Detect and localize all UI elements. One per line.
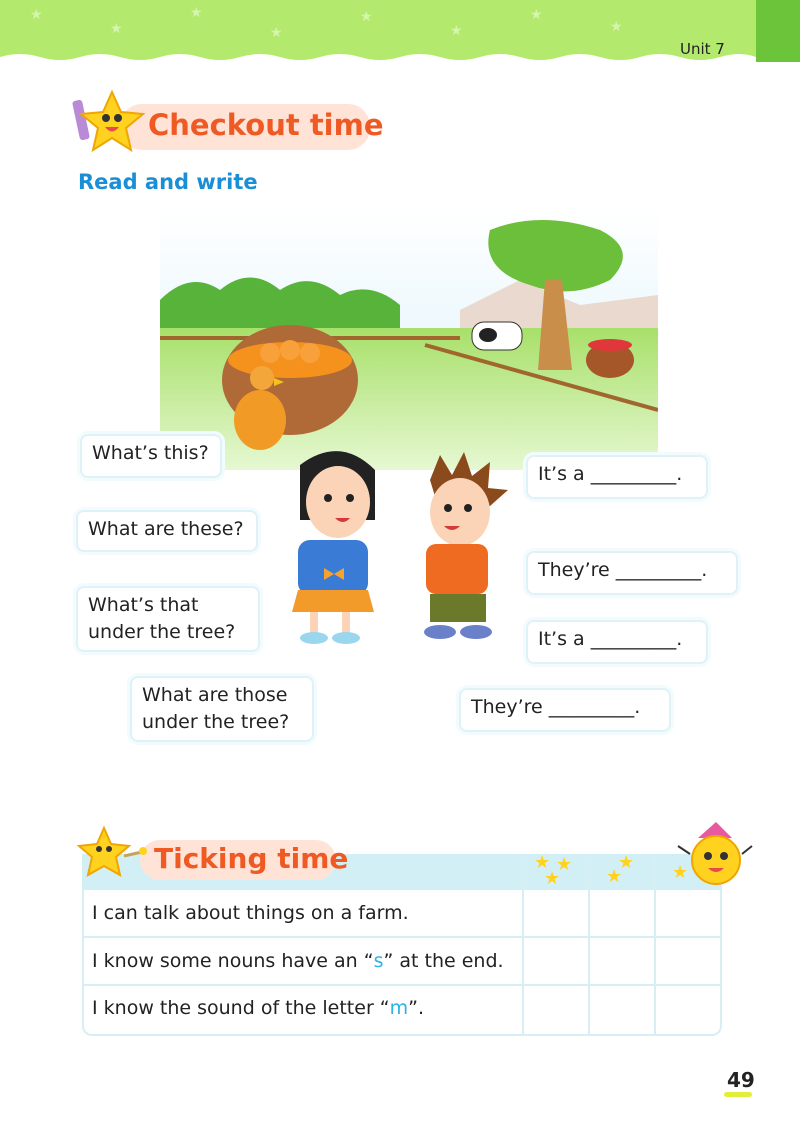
- star-icon: ★: [360, 9, 373, 25]
- star-icon: ★: [672, 862, 689, 883]
- star-icon: ★: [110, 21, 123, 37]
- ticking-statement: I know the sound of the letter “m”.: [92, 997, 425, 1019]
- ticking-row: [82, 892, 722, 939]
- answer-text: It’s a _________.: [538, 463, 683, 485]
- rating-column-2: [604, 852, 648, 890]
- checkout-title: Checkout time: [148, 108, 384, 142]
- star-icon: ★: [534, 852, 551, 873]
- page-number: 49: [727, 1068, 755, 1092]
- ticking-statement: I know some nouns have an “s” at the end.: [92, 950, 504, 972]
- question-text: What are these?: [88, 518, 244, 540]
- star-icon: ★: [30, 7, 43, 23]
- answer-bubble: [526, 551, 738, 595]
- answer-text: It’s a _________.: [538, 628, 683, 650]
- star-icon: ★: [270, 25, 283, 41]
- rating-column-3: [532, 852, 584, 890]
- question-text: What’s this?: [92, 442, 209, 464]
- answer-bubble: [459, 688, 671, 732]
- star-icon: ★: [556, 854, 573, 875]
- question-bubble: [76, 510, 258, 552]
- star-wand-icon: [76, 824, 148, 882]
- answer-bubble: [526, 620, 708, 664]
- question-bubble: [80, 434, 222, 478]
- section-subheading: Read and write: [78, 170, 258, 194]
- star-icon: ★: [190, 5, 203, 21]
- ticking-row: [82, 940, 722, 987]
- ticking-title: Ticking time: [154, 842, 349, 875]
- star-icon: ★: [618, 852, 635, 873]
- ticking-statement: I can talk about things on a farm.: [92, 902, 409, 924]
- star-icon: ★: [450, 23, 463, 39]
- farm-illustration: [160, 210, 658, 470]
- star-icon: ★: [610, 19, 623, 35]
- answer-text: They’re _________.: [471, 696, 641, 718]
- ticking-row: [82, 987, 722, 1034]
- page-number-underline: [724, 1092, 752, 1097]
- unit-label: Unit 7: [680, 40, 725, 58]
- question-text: What’s that: [88, 594, 199, 616]
- answer-bubble: [526, 455, 708, 499]
- children-illustration: [280, 440, 520, 650]
- question-text: What are those: [142, 684, 288, 706]
- star-icon: ★: [606, 866, 623, 887]
- answer-text: They’re _________.: [538, 559, 708, 581]
- star-mascot-icon: [72, 88, 146, 158]
- question-bubble: [130, 676, 314, 742]
- question-text: under the tree?: [88, 621, 236, 643]
- star-icon: ★: [544, 868, 561, 889]
- question-text: under the tree?: [142, 711, 290, 733]
- question-bubble: [76, 586, 260, 652]
- star-icon: ★: [530, 7, 543, 23]
- rating-column-1: [670, 860, 700, 890]
